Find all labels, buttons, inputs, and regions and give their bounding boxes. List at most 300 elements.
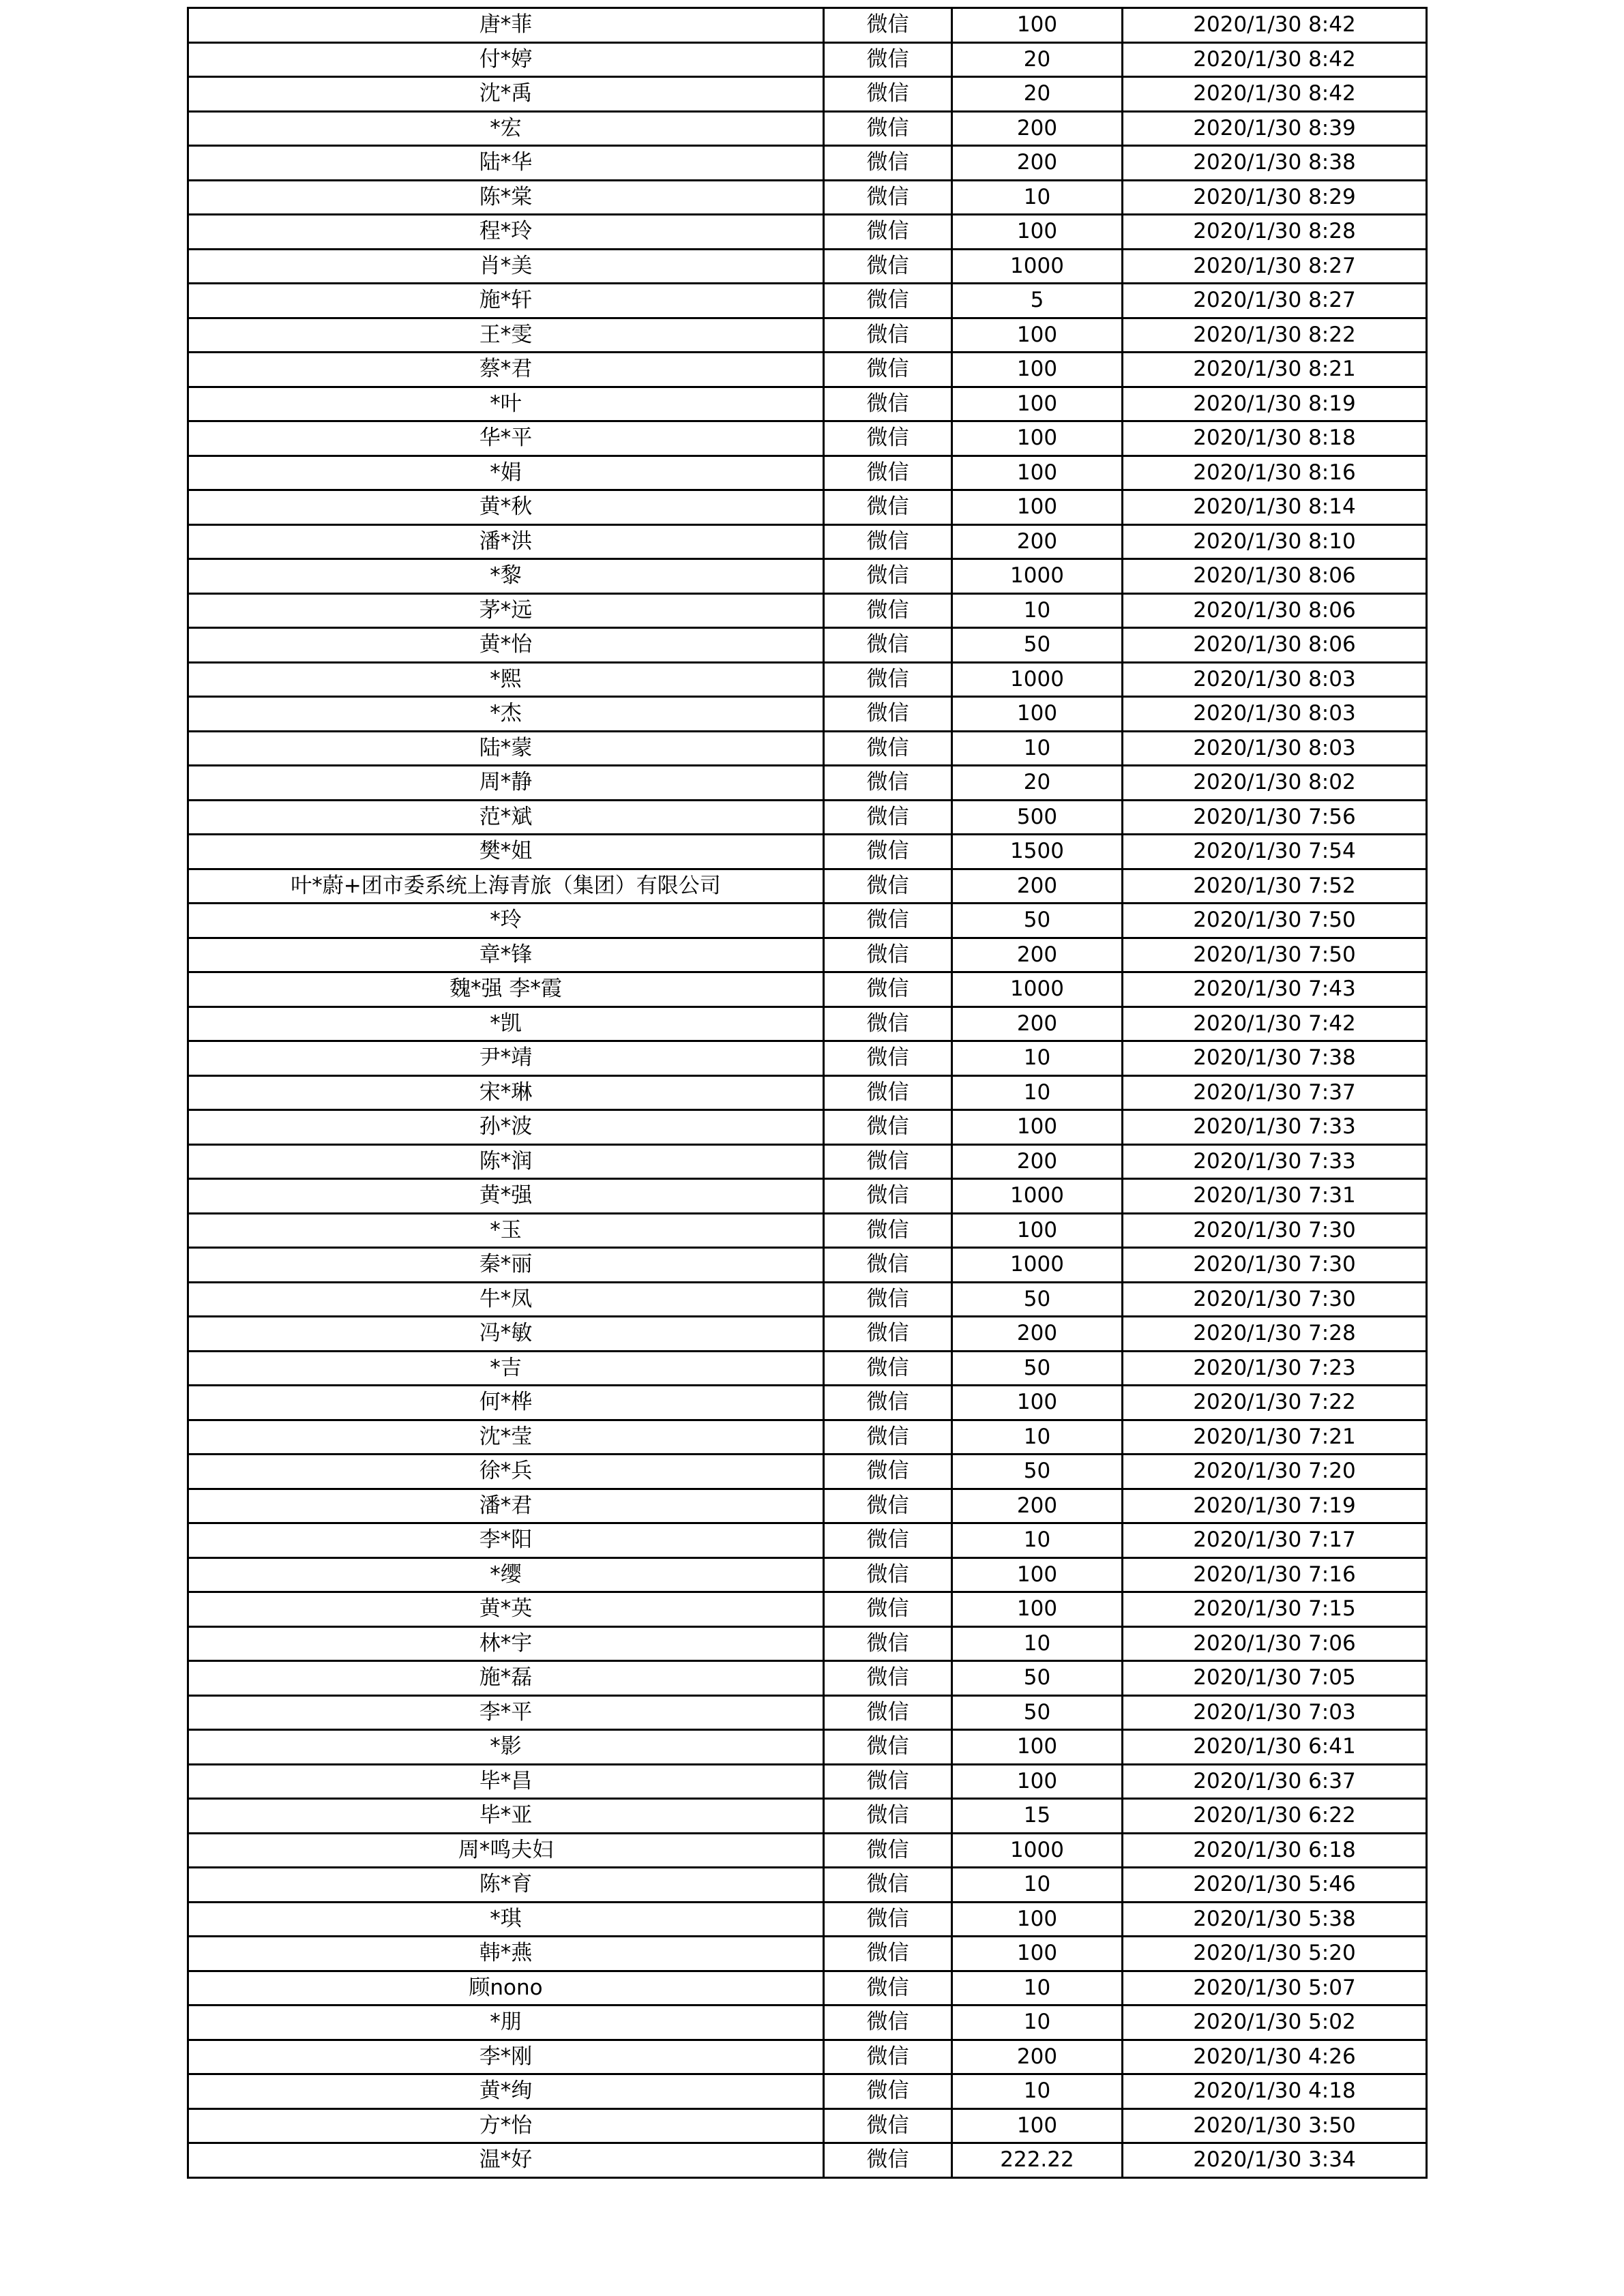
- donor-name-cell: 华*平: [188, 421, 824, 456]
- table-row: [188, 2006, 1427, 2040]
- table-row: [188, 1626, 1427, 1661]
- table-row: [188, 1730, 1427, 1765]
- donor-name-cell: *影: [188, 1730, 824, 1765]
- donation-time-cell: 2020/1/30 7:52: [1123, 869, 1427, 904]
- table-row: [188, 77, 1427, 112]
- donation-time-cell: 2020/1/30 8:29: [1123, 180, 1427, 215]
- donation-amount-cell: 100: [952, 1764, 1123, 1799]
- donation-amount-cell: 50: [952, 904, 1123, 938]
- payment-channel-cell: 微信: [824, 1730, 952, 1765]
- donation-amount-cell: 200: [952, 869, 1123, 904]
- donor-name-cell: 徐*兵: [188, 1455, 824, 1489]
- donation-time-cell: 2020/1/30 7:03: [1123, 1695, 1427, 1730]
- table-row: [188, 215, 1427, 250]
- payment-channel-cell: 微信: [824, 1455, 952, 1489]
- donation-amount-cell: 10: [952, 1971, 1123, 2006]
- payment-channel-cell: 微信: [824, 2040, 952, 2074]
- donor-name-cell: *玲: [188, 904, 824, 938]
- payment-channel-cell: 微信: [824, 1351, 952, 1386]
- donation-amount-cell: 200: [952, 1489, 1123, 1523]
- donor-name-cell: 秦*丽: [188, 1248, 824, 1283]
- payment-channel-cell: 微信: [824, 318, 952, 353]
- table-row: [188, 1041, 1427, 1076]
- donation-amount-cell: 100: [952, 697, 1123, 732]
- table-row: [188, 421, 1427, 456]
- donation-amount-cell: 10: [952, 593, 1123, 628]
- payment-channel-cell: 微信: [824, 387, 952, 421]
- table-row: [188, 1695, 1427, 1730]
- donor-name-cell: 黄*怡: [188, 628, 824, 663]
- table-row: [188, 1799, 1427, 1834]
- donation-time-cell: 2020/1/30 8:06: [1123, 628, 1427, 663]
- donor-name-cell: 黄*强: [188, 1179, 824, 1214]
- donation-amount-cell: 100: [952, 1592, 1123, 1627]
- payment-channel-cell: 微信: [824, 1144, 952, 1179]
- donation-amount-cell: 100: [952, 1110, 1123, 1145]
- payment-channel-cell: 微信: [824, 869, 952, 904]
- table-row: [188, 731, 1427, 766]
- donation-time-cell: 2020/1/30 7:30: [1123, 1213, 1427, 1248]
- donor-name-cell: 唐*菲: [188, 8, 824, 43]
- table-row: [188, 1007, 1427, 1041]
- table-row: [188, 524, 1427, 559]
- donation-time-cell: 2020/1/30 7:50: [1123, 938, 1427, 972]
- donation-amount-cell: 10: [952, 1523, 1123, 1558]
- donation-time-cell: 2020/1/30 5:46: [1123, 1868, 1427, 1903]
- donation-time-cell: 2020/1/30 5:07: [1123, 1971, 1427, 2006]
- table-row: [188, 938, 1427, 972]
- table-row: [188, 1075, 1427, 1110]
- donor-name-cell: 顾nono: [188, 1971, 824, 2006]
- table-row: [188, 1868, 1427, 1903]
- payment-channel-cell: 微信: [824, 835, 952, 869]
- donation-amount-cell: 100: [952, 1213, 1123, 1248]
- donation-time-cell: 2020/1/30 5:02: [1123, 2006, 1427, 2040]
- payment-channel-cell: 微信: [824, 731, 952, 766]
- donor-name-cell: 陆*蒙: [188, 731, 824, 766]
- donor-name-cell: *缨: [188, 1557, 824, 1592]
- table-row: [188, 1833, 1427, 1868]
- payment-channel-cell: 微信: [824, 1764, 952, 1799]
- table-row: [188, 904, 1427, 938]
- payment-channel-cell: 微信: [824, 593, 952, 628]
- payment-channel-cell: 微信: [824, 2143, 952, 2178]
- donation-time-cell: 2020/1/30 8:42: [1123, 42, 1427, 77]
- table-row: [188, 1351, 1427, 1386]
- table-row: [188, 42, 1427, 77]
- payment-channel-cell: 微信: [824, 559, 952, 594]
- donor-name-cell: 尹*靖: [188, 1041, 824, 1076]
- donation-time-cell: 2020/1/30 7:05: [1123, 1661, 1427, 1696]
- donation-time-cell: 2020/1/30 8:42: [1123, 77, 1427, 112]
- donor-name-cell: 沈*莹: [188, 1420, 824, 1455]
- donor-name-cell: 陈*润: [188, 1144, 824, 1179]
- donor-name-cell: 陈*育: [188, 1868, 824, 1903]
- table-row: [188, 1937, 1427, 1971]
- donation-time-cell: 2020/1/30 8:18: [1123, 421, 1427, 456]
- payment-channel-cell: 微信: [824, 1799, 952, 1834]
- donor-name-cell: 施*轩: [188, 284, 824, 318]
- donation-time-cell: 2020/1/30 7:56: [1123, 800, 1427, 835]
- payment-channel-cell: 微信: [824, 697, 952, 732]
- donor-name-cell: 宋*琳: [188, 1075, 824, 1110]
- donation-amount-cell: 10: [952, 1041, 1123, 1076]
- payment-channel-cell: 微信: [824, 421, 952, 456]
- donation-time-cell: 2020/1/30 5:38: [1123, 1902, 1427, 1937]
- donation-table-body: [188, 8, 1427, 2178]
- payment-channel-cell: 微信: [824, 800, 952, 835]
- donation-time-cell: 2020/1/30 6:37: [1123, 1764, 1427, 1799]
- donation-amount-cell: 20: [952, 77, 1123, 112]
- donation-amount-cell: 15: [952, 1799, 1123, 1834]
- donation-time-cell: 2020/1/30 7:20: [1123, 1455, 1427, 1489]
- donor-name-cell: *叶: [188, 387, 824, 421]
- donation-time-cell: 2020/1/30 6:22: [1123, 1799, 1427, 1834]
- donation-amount-cell: 50: [952, 1282, 1123, 1317]
- donor-name-cell: 韩*燕: [188, 1937, 824, 1971]
- payment-channel-cell: 微信: [824, 8, 952, 43]
- table-row: [188, 1592, 1427, 1627]
- donation-amount-cell: 200: [952, 938, 1123, 972]
- donor-name-cell: *杰: [188, 697, 824, 732]
- donation-amount-cell: 10: [952, 1626, 1123, 1661]
- table-row: [188, 146, 1427, 181]
- payment-channel-cell: 微信: [824, 146, 952, 181]
- donor-name-cell: 李*阳: [188, 1523, 824, 1558]
- payment-channel-cell: 微信: [824, 662, 952, 697]
- donation-amount-cell: 1000: [952, 1248, 1123, 1283]
- donation-amount-cell: 10: [952, 2006, 1123, 2040]
- donation-amount-cell: 200: [952, 1144, 1123, 1179]
- donation-amount-cell: 20: [952, 42, 1123, 77]
- table-row: [188, 869, 1427, 904]
- table-row: [188, 2074, 1427, 2109]
- donation-time-cell: 2020/1/30 3:34: [1123, 2143, 1427, 2178]
- donation-amount-cell: 100: [952, 8, 1123, 43]
- donation-amount-cell: 1000: [952, 1833, 1123, 1868]
- payment-channel-cell: 微信: [824, 1075, 952, 1110]
- payment-channel-cell: 微信: [824, 1695, 952, 1730]
- payment-channel-cell: 微信: [824, 1833, 952, 1868]
- donation-amount-cell: 1500: [952, 835, 1123, 869]
- table-row: [188, 318, 1427, 353]
- donation-time-cell: 2020/1/30 7:16: [1123, 1557, 1427, 1592]
- table-row: [188, 800, 1427, 835]
- payment-channel-cell: 微信: [824, 1868, 952, 1903]
- donation-time-cell: 2020/1/30 8:10: [1123, 524, 1427, 559]
- donation-amount-cell: 1000: [952, 249, 1123, 284]
- donation-time-cell: 2020/1/30 8:16: [1123, 456, 1427, 490]
- table-row: [188, 1179, 1427, 1214]
- donor-name-cell: 潘*君: [188, 1489, 824, 1523]
- donor-name-cell: 李*刚: [188, 2040, 824, 2074]
- donation-amount-cell: 200: [952, 524, 1123, 559]
- payment-channel-cell: 微信: [824, 2006, 952, 2040]
- donation-amount-cell: 50: [952, 1661, 1123, 1696]
- donation-amount-cell: 200: [952, 1007, 1123, 1041]
- donation-time-cell: 2020/1/30 7:31: [1123, 1179, 1427, 1214]
- donation-amount-cell: 100: [952, 2108, 1123, 2143]
- donation-amount-cell: 222.22: [952, 2143, 1123, 2178]
- table-row: [188, 2143, 1427, 2178]
- donation-amount-cell: 10: [952, 1868, 1123, 1903]
- donation-time-cell: 2020/1/30 8:28: [1123, 215, 1427, 250]
- donation-amount-cell: 50: [952, 1351, 1123, 1386]
- donation-amount-cell: 100: [952, 215, 1123, 250]
- donor-name-cell: 牛*凤: [188, 1282, 824, 1317]
- donor-name-cell: 樊*姐: [188, 835, 824, 869]
- table-row: [188, 249, 1427, 284]
- donation-amount-cell: 100: [952, 490, 1123, 525]
- donor-name-cell: 王*雯: [188, 318, 824, 353]
- donation-time-cell: 2020/1/30 7:33: [1123, 1110, 1427, 1145]
- payment-channel-cell: 微信: [824, 353, 952, 387]
- donation-time-cell: 2020/1/30 8:06: [1123, 559, 1427, 594]
- donation-time-cell: 2020/1/30 7:21: [1123, 1420, 1427, 1455]
- table-row: [188, 111, 1427, 146]
- donation-time-cell: 2020/1/30 7:33: [1123, 1144, 1427, 1179]
- donation-time-cell: 2020/1/30 7:42: [1123, 1007, 1427, 1041]
- payment-channel-cell: 微信: [824, 524, 952, 559]
- donation-time-cell: 2020/1/30 7:54: [1123, 835, 1427, 869]
- donation-amount-cell: 200: [952, 146, 1123, 181]
- donation-amount-cell: 200: [952, 1317, 1123, 1352]
- donation-time-cell: 2020/1/30 7:38: [1123, 1041, 1427, 1076]
- table-row: [188, 353, 1427, 387]
- donation-time-cell: 2020/1/30 7:19: [1123, 1489, 1427, 1523]
- donation-time-cell: 2020/1/30 6:18: [1123, 1833, 1427, 1868]
- donation-time-cell: 2020/1/30 3:50: [1123, 2108, 1427, 2143]
- table-row: [188, 1661, 1427, 1696]
- table-row: [188, 1282, 1427, 1317]
- donation-time-cell: 2020/1/30 7:23: [1123, 1351, 1427, 1386]
- table-row: [188, 1489, 1427, 1523]
- donation-amount-cell: 50: [952, 628, 1123, 663]
- payment-channel-cell: 微信: [824, 1282, 952, 1317]
- donation-time-cell: 2020/1/30 7:37: [1123, 1075, 1427, 1110]
- donation-amount-cell: 500: [952, 800, 1123, 835]
- payment-channel-cell: 微信: [824, 180, 952, 215]
- table-row: [188, 593, 1427, 628]
- table-row: [188, 490, 1427, 525]
- donor-name-cell: 林*宇: [188, 1626, 824, 1661]
- donation-table: [187, 7, 1428, 2179]
- table-row: [188, 1764, 1427, 1799]
- donation-time-cell: 2020/1/30 8:19: [1123, 387, 1427, 421]
- donor-name-cell: *琪: [188, 1902, 824, 1937]
- payment-channel-cell: 微信: [824, 1041, 952, 1076]
- donation-time-cell: 2020/1/30 7:30: [1123, 1282, 1427, 1317]
- donation-amount-cell: 10: [952, 1075, 1123, 1110]
- donation-amount-cell: 100: [952, 1730, 1123, 1765]
- donor-name-cell: 章*锋: [188, 938, 824, 972]
- donation-amount-cell: 100: [952, 1557, 1123, 1592]
- donor-name-cell: 范*斌: [188, 800, 824, 835]
- donation-amount-cell: 100: [952, 353, 1123, 387]
- donation-time-cell: 2020/1/30 7:43: [1123, 972, 1427, 1007]
- donation-time-cell: 2020/1/30 8:42: [1123, 8, 1427, 43]
- payment-channel-cell: 微信: [824, 2108, 952, 2143]
- payment-channel-cell: 微信: [824, 215, 952, 250]
- donor-name-cell: 沈*禹: [188, 77, 824, 112]
- donor-name-cell: 何*桦: [188, 1386, 824, 1420]
- donation-time-cell: 2020/1/30 7:17: [1123, 1523, 1427, 1558]
- payment-channel-cell: 微信: [824, 1971, 952, 2006]
- table-row: [188, 1523, 1427, 1558]
- donation-amount-cell: 50: [952, 1695, 1123, 1730]
- table-row: [188, 456, 1427, 490]
- donation-time-cell: 2020/1/30 7:30: [1123, 1248, 1427, 1283]
- donor-name-cell: 蔡*君: [188, 353, 824, 387]
- table-row: [188, 972, 1427, 1007]
- donation-time-cell: 2020/1/30 7:28: [1123, 1317, 1427, 1352]
- table-row: [188, 697, 1427, 732]
- donation-time-cell: 2020/1/30 6:41: [1123, 1730, 1427, 1765]
- donation-amount-cell: 5: [952, 284, 1123, 318]
- payment-channel-cell: 微信: [824, 1937, 952, 1971]
- donation-amount-cell: 10: [952, 2074, 1123, 2109]
- donor-name-cell: 程*玲: [188, 215, 824, 250]
- payment-channel-cell: 微信: [824, 1523, 952, 1558]
- donor-name-cell: 孙*波: [188, 1110, 824, 1145]
- donation-amount-cell: 10: [952, 1420, 1123, 1455]
- donation-time-cell: 2020/1/30 4:26: [1123, 2040, 1427, 2074]
- donation-time-cell: 2020/1/30 7:50: [1123, 904, 1427, 938]
- payment-channel-cell: 微信: [824, 490, 952, 525]
- donor-name-cell: 叶*蔚+团市委系统上海青旅（集团）有限公司: [188, 869, 824, 904]
- payment-channel-cell: 微信: [824, 766, 952, 801]
- donation-amount-cell: 1000: [952, 559, 1123, 594]
- donation-amount-cell: 10: [952, 731, 1123, 766]
- donation-amount-cell: 100: [952, 318, 1123, 353]
- table-row: [188, 2040, 1427, 2074]
- payment-channel-cell: 微信: [824, 1626, 952, 1661]
- donation-time-cell: 2020/1/30 8:02: [1123, 766, 1427, 801]
- donation-amount-cell: 10: [952, 180, 1123, 215]
- donor-name-cell: 陆*华: [188, 146, 824, 181]
- payment-channel-cell: 微信: [824, 1592, 952, 1627]
- donation-time-cell: 2020/1/30 8:03: [1123, 697, 1427, 732]
- table-row: [188, 766, 1427, 801]
- donor-name-cell: 李*平: [188, 1695, 824, 1730]
- donation-time-cell: 2020/1/30 8:03: [1123, 731, 1427, 766]
- payment-channel-cell: 微信: [824, 1386, 952, 1420]
- donor-name-cell: *吉: [188, 1351, 824, 1386]
- payment-channel-cell: 微信: [824, 1420, 952, 1455]
- payment-channel-cell: 微信: [824, 628, 952, 663]
- table-row: [188, 1455, 1427, 1489]
- payment-channel-cell: 微信: [824, 111, 952, 146]
- table-row: [188, 1386, 1427, 1420]
- payment-channel-cell: 微信: [824, 1661, 952, 1696]
- table-row: [188, 1971, 1427, 2006]
- donation-amount-cell: 50: [952, 1455, 1123, 1489]
- payment-channel-cell: 微信: [824, 1317, 952, 1352]
- donation-time-cell: 2020/1/30 8:03: [1123, 662, 1427, 697]
- table-row: [188, 1317, 1427, 1352]
- donation-amount-cell: 100: [952, 456, 1123, 490]
- table-row: [188, 1420, 1427, 1455]
- table-row: [188, 662, 1427, 697]
- payment-channel-cell: 微信: [824, 938, 952, 972]
- donor-name-cell: *黎: [188, 559, 824, 594]
- table-row: [188, 284, 1427, 318]
- donation-amount-cell: 100: [952, 1937, 1123, 1971]
- donor-name-cell: 肖*美: [188, 249, 824, 284]
- table-row: [188, 2108, 1427, 2143]
- donation-time-cell: 2020/1/30 7:06: [1123, 1626, 1427, 1661]
- donor-name-cell: 周*静: [188, 766, 824, 801]
- donor-name-cell: *凯: [188, 1007, 824, 1041]
- donor-name-cell: 毕*亚: [188, 1799, 824, 1834]
- donor-name-cell: 付*婷: [188, 42, 824, 77]
- donation-amount-cell: 1000: [952, 972, 1123, 1007]
- donation-amount-cell: 100: [952, 1386, 1123, 1420]
- payment-channel-cell: 微信: [824, 77, 952, 112]
- donor-name-cell: 温*好: [188, 2143, 824, 2178]
- payment-channel-cell: 微信: [824, 1179, 952, 1214]
- table-row: [188, 1213, 1427, 1248]
- donation-time-cell: 2020/1/30 8:22: [1123, 318, 1427, 353]
- table-row: [188, 559, 1427, 594]
- donation-amount-cell: 100: [952, 421, 1123, 456]
- donor-name-cell: *朋: [188, 2006, 824, 2040]
- payment-channel-cell: 微信: [824, 1110, 952, 1145]
- payment-channel-cell: 微信: [824, 1489, 952, 1523]
- payment-channel-cell: 微信: [824, 456, 952, 490]
- donor-name-cell: 毕*昌: [188, 1764, 824, 1799]
- table-row: [188, 1902, 1427, 1937]
- donation-time-cell: 2020/1/30 8:14: [1123, 490, 1427, 525]
- table-row: [188, 1144, 1427, 1179]
- donor-name-cell: 周*鸣夫妇: [188, 1833, 824, 1868]
- payment-channel-cell: 微信: [824, 1007, 952, 1041]
- donation-amount-cell: 1000: [952, 662, 1123, 697]
- donation-amount-cell: 20: [952, 766, 1123, 801]
- donation-amount-cell: 200: [952, 111, 1123, 146]
- donor-name-cell: 方*怡: [188, 2108, 824, 2143]
- donor-name-cell: 黄*绚: [188, 2074, 824, 2109]
- payment-channel-cell: 微信: [824, 1557, 952, 1592]
- table-row: [188, 1110, 1427, 1145]
- table-row: [188, 387, 1427, 421]
- donation-amount-cell: 200: [952, 2040, 1123, 2074]
- donation-time-cell: 2020/1/30 7:15: [1123, 1592, 1427, 1627]
- donation-time-cell: 2020/1/30 4:18: [1123, 2074, 1427, 2109]
- donation-time-cell: 2020/1/30 8:21: [1123, 353, 1427, 387]
- donation-time-cell: 2020/1/30 8:06: [1123, 593, 1427, 628]
- donor-name-cell: 黄*秋: [188, 490, 824, 525]
- donor-name-cell: *娟: [188, 456, 824, 490]
- donation-time-cell: 2020/1/30 8:39: [1123, 111, 1427, 146]
- payment-channel-cell: 微信: [824, 249, 952, 284]
- donor-name-cell: 施*磊: [188, 1661, 824, 1696]
- payment-channel-cell: 微信: [824, 904, 952, 938]
- donor-name-cell: *熙: [188, 662, 824, 697]
- donor-name-cell: 魏*强 李*霞: [188, 972, 824, 1007]
- table-row: [188, 180, 1427, 215]
- payment-channel-cell: 微信: [824, 1213, 952, 1248]
- table-row: [188, 628, 1427, 663]
- payment-channel-cell: 微信: [824, 1902, 952, 1937]
- donation-time-cell: 2020/1/30 8:27: [1123, 284, 1427, 318]
- donor-name-cell: 黄*英: [188, 1592, 824, 1627]
- table-row: [188, 835, 1427, 869]
- payment-channel-cell: 微信: [824, 284, 952, 318]
- table-row: [188, 1248, 1427, 1283]
- payment-channel-cell: 微信: [824, 2074, 952, 2109]
- donor-name-cell: *宏: [188, 111, 824, 146]
